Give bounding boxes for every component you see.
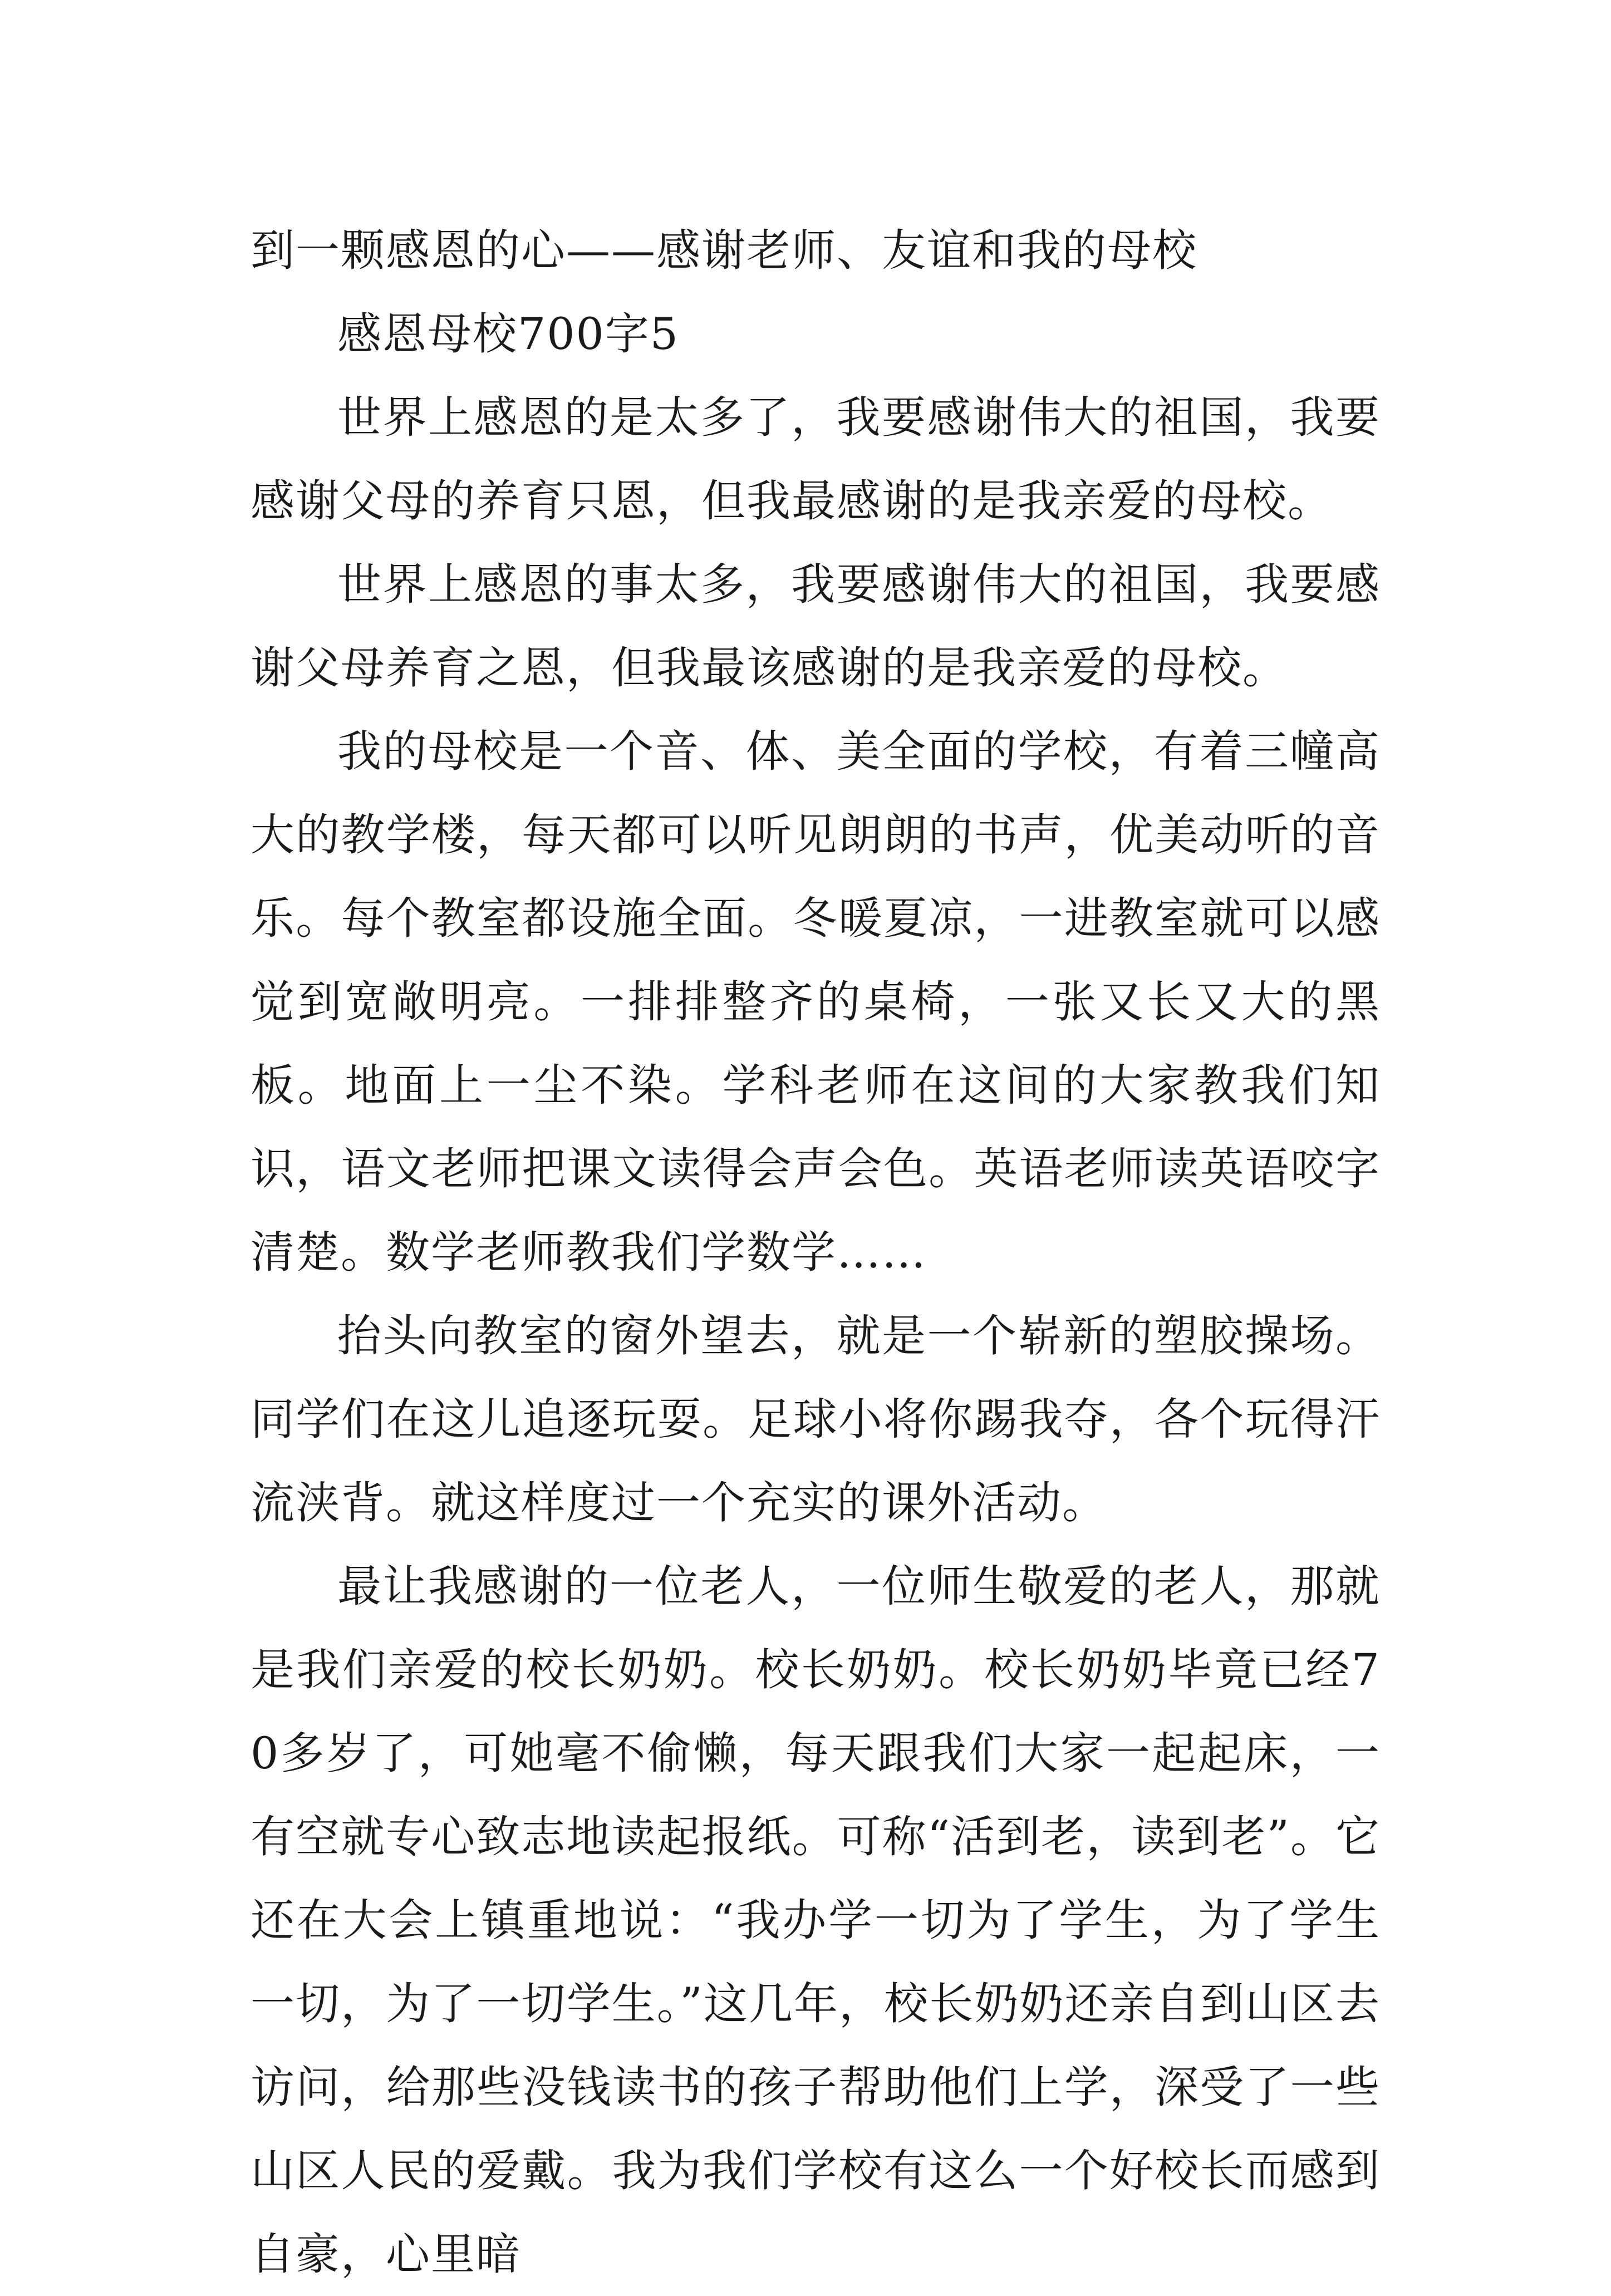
paragraph: 我的母校是一个音、体、美全面的学校，有着三幢高大的教学楼，每天都可以听见朗朗的书声，优美动听的音乐。每个教室都设施全面。冬暖夏凉，一进教室就可以感觉到宽敞明亮。一排排整齐的桌椅，一张又长又大的黑板。地面上一尘不染。学科老师在这间的大家教我们知识，语文老师把课文读得会声会色。英语老师读英语咬字清楚。数学老师教我们学数学……: [251, 726, 1381, 1278]
paragraph: 世界上感恩的事太多，我要感谢伟大的祖国，我要感谢父母养育之恩，但我最该感谢的是我亲爱的母校。: [251, 559, 1381, 694]
paragraph: 世界上感恩的是太多了，我要感谢伟大的祖国，我要感谢父母的养育只恩，但我最感谢的是我亲爱的母校。: [251, 392, 1381, 527]
document-body: [251, 209, 1381, 2296]
paragraph-section-title: 感恩母校700字5: [337, 308, 680, 360]
paragraph: 最让我感谢的一位老人，一位师生敬爱的老人，那就是我们亲爱的校长奶奶。校长奶奶。校长奶奶毕竟已经70多岁了，可她毫不偷懒，每天跟我们大家一起起床，一有空就专心致志地读起报纸。可称“活到老，读到老”。它还在大会上镇重地说：“我办学一切为了学生，为了学生一切，为了一切学生。”这几年，校长奶奶还亲自到山区去访问，给那些没钱读书的孩子帮助他们上学，深受了一些山区人民的爱戴。我为我们学校有这么一个好校长而感到自豪，心里暗: [251, 1561, 1381, 2280]
paragraph-heading-continuation: 到一颗感恩的心——感谢老师、友谊和我的母校: [251, 225, 1197, 276]
paragraph: 抬头向教室的窗外望去，就是一个崭新的塑胶操场。同学们在这儿追逐玩耍。足球小将你踢我夺，各个玩得汗流浃背。就这样度过一个充实的课外活动。: [251, 1310, 1381, 1528]
